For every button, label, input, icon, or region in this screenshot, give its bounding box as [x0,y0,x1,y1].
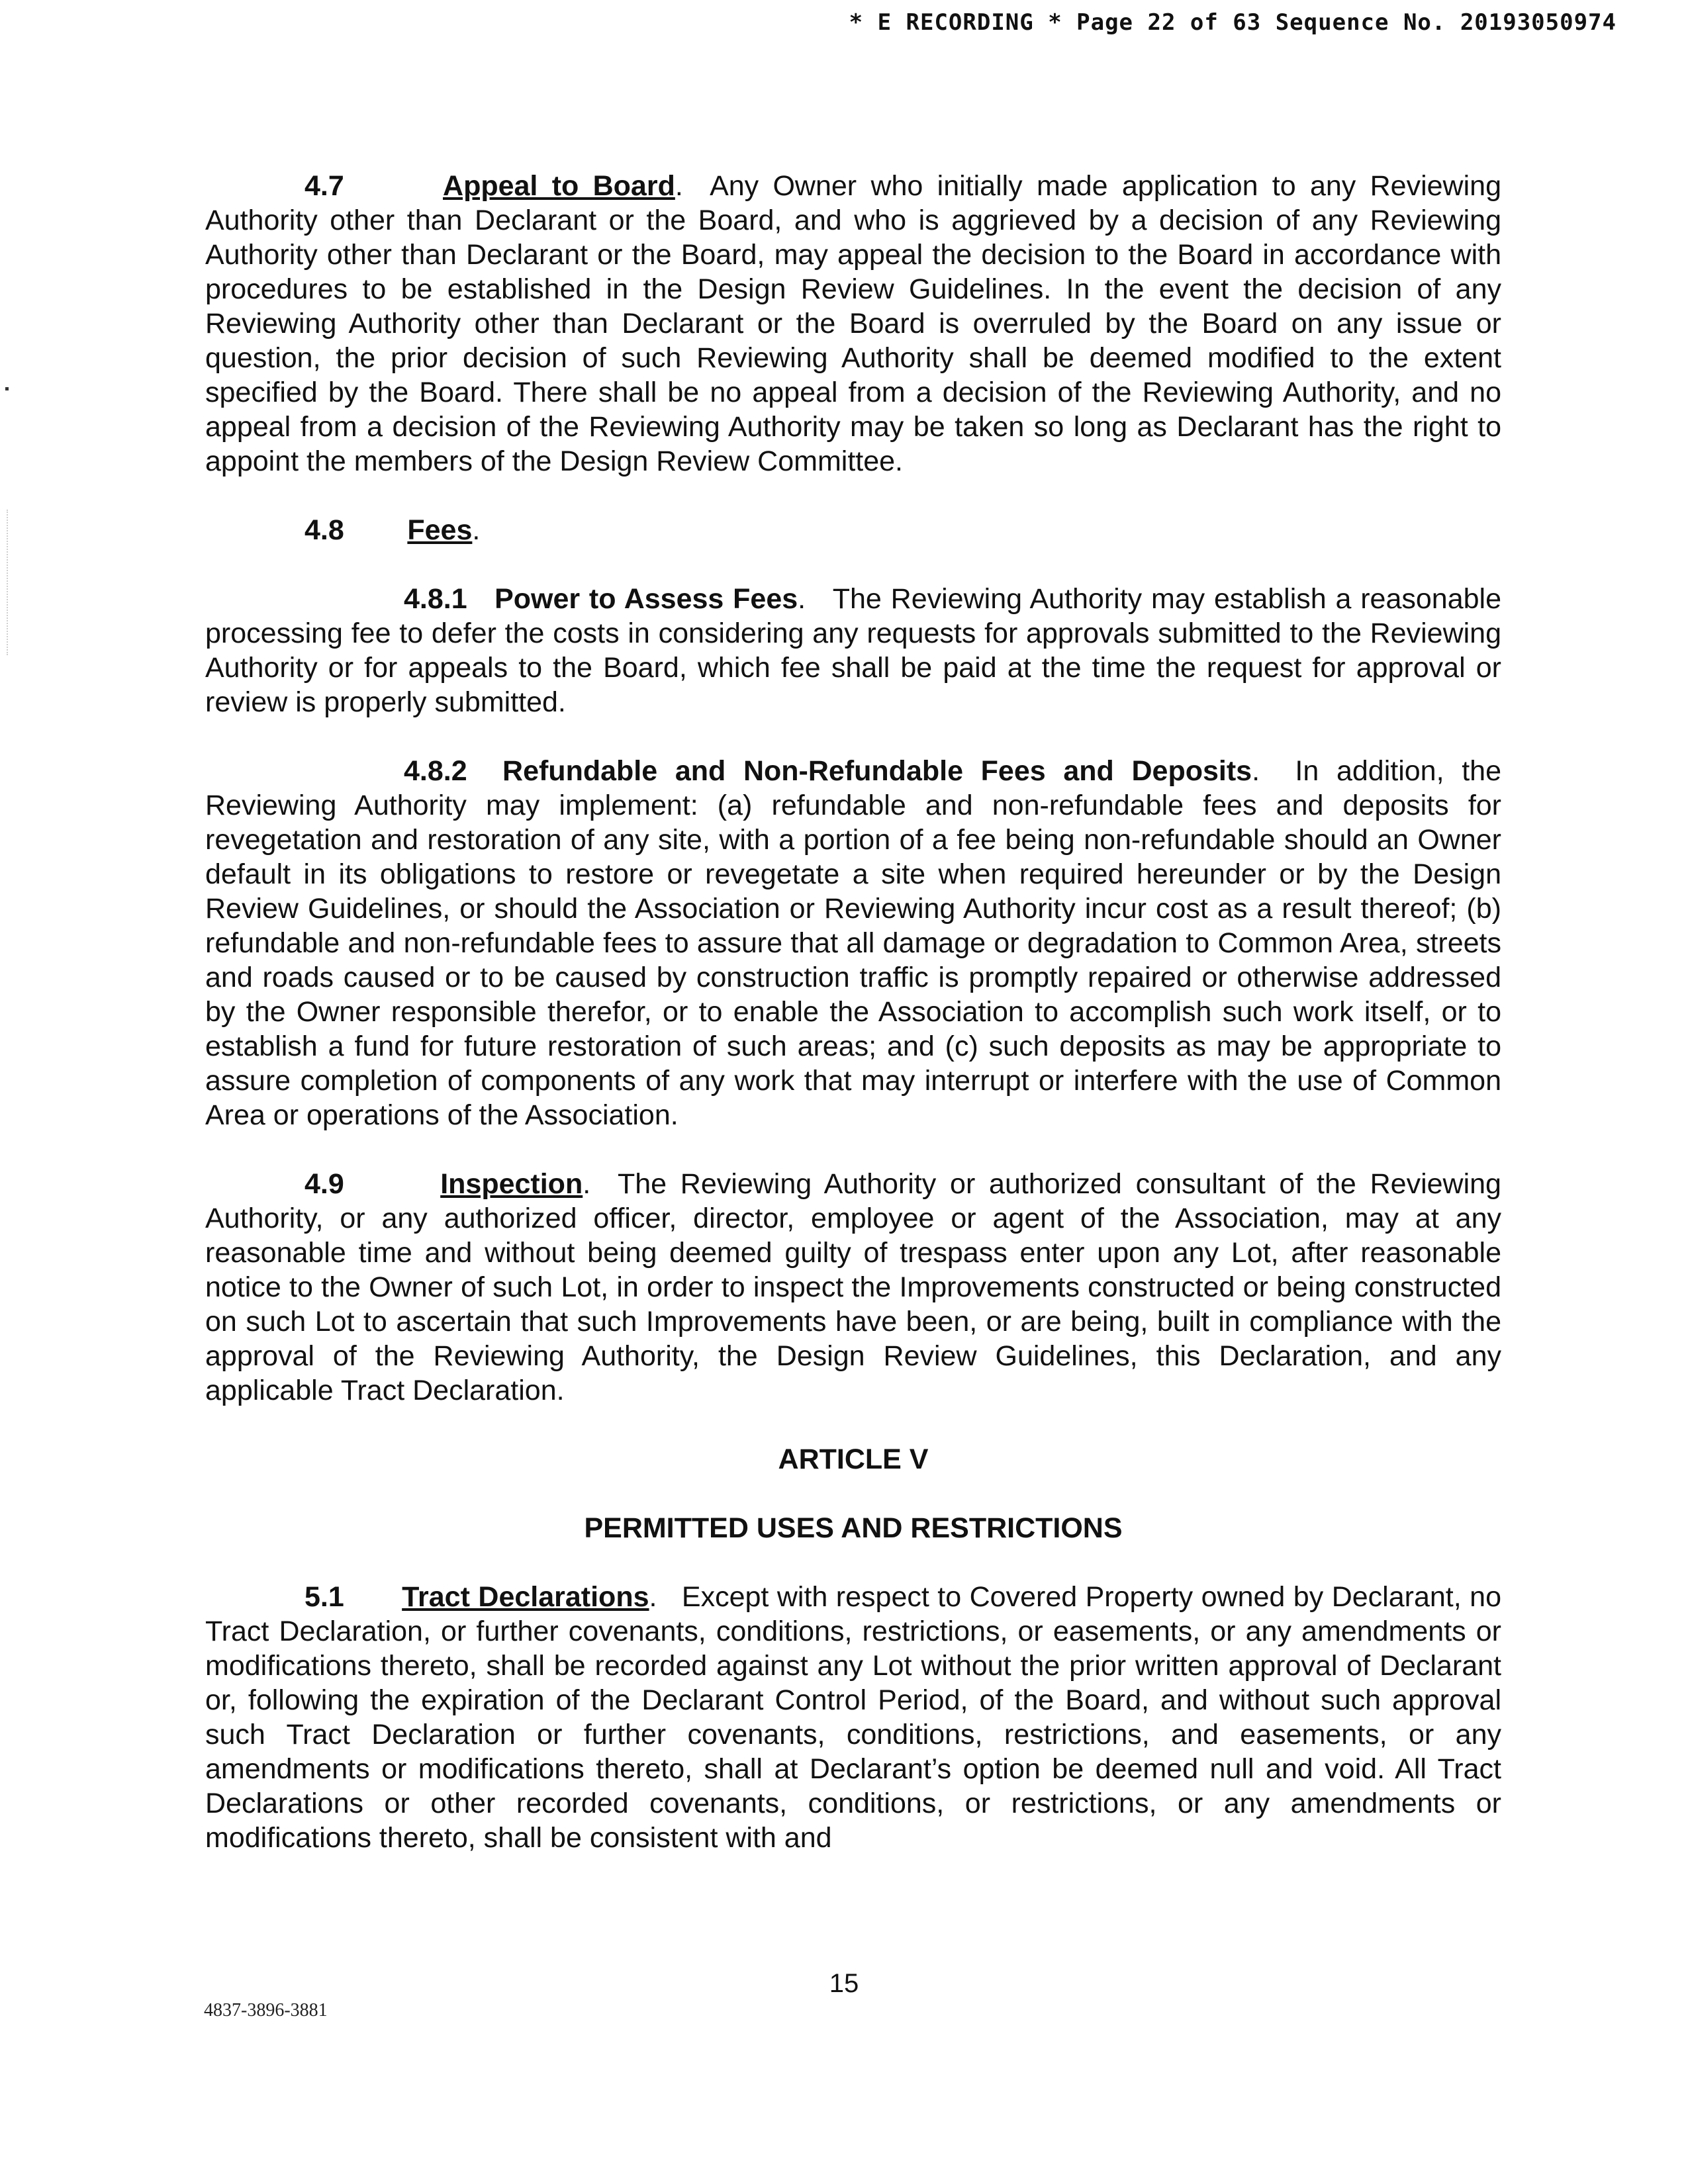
document-id: 4837-3896-3881 [204,2000,328,2021]
document-body [205,169,1501,1855]
scan-mark [5,387,9,390]
section-text: The Reviewing Authority may establish a reasonable processing fee to defer the costs in considering any requests for approvals submitted to the Reviewing Authority or for appeals to the Board, which fee shall be paid at the time the request for approval or review is properly submitted. [205,583,1501,718]
section-title: Fees [407,514,473,546]
section-5-1: 5.1 Tract Declarations. Except with respect to Covered Property owned by Declarant, no Tract Declaration, or further covenants, conditions, restrictions, or easements, or any amendments or modifications thereto, shall be recorded against any Lot without the prior written approval of Declarant or, following the expiration of the Declarant Control Period, of the Board, and without such approval such Tract Declaration or further covenants, conditions, restrictions, and easements, or any amendments or modifications thereto, shall at Declarant’s option be deemed null and void. All Tract Declarations or other recorded covenants, conditions, or restrictions, or any amendments or modifications thereto, shall be consistent with and [205,1581,1501,1854]
section-4-7: 4.7 Appeal to Board. Any Owner who initially made application to any Reviewing Authority other than Declarant or the Board, and who is aggrieved by a decision of any Reviewing Authority other than Declarant or the Board, may appeal the decision to the Board in accordance with procedures to be established in the Design Review Guidelines. In the event the decision of any Reviewing Authority other than Declarant or the Board is overruled by the Board on any issue or question, the prior decision of such Reviewing Authority shall be deemed modified to the extent specified by the Board. There shall be no appeal from a decision of the Reviewing Authority, and no appeal from a decision of the Reviewing Authority may be taken so long as Declarant has the right to appoint the members of the Design Review Committee. [205,170,1501,477]
section-4-8-2: 4.8.2 Refundable and Non-Refundable Fees and Deposits. In addition, the Reviewing Authority may implement: (a) refundable and non-refundable fees and deposits for revegetation and restoration of any site, with a portion of a fee being non-refundable should an Owner default in its obligations to restore or revegetate a site when required hereunder or by the Design Review Guidelines, or should the Association or Reviewing Authority incur cost as a result thereof; (b) refundable and non-refundable fees to assure that all damage or degradation to Common Area, streets and roads caused or to be caused by construction traffic is promptly repaired or otherwise addressed by the Owner responsible therefor, or to enable the Association to accomplish such work itself, or to establish a fund for future restoration of such areas; and (c) such deposits as may be appropriate to assure completion of components of any work that may interrupt or interfere with the use of Common Area or operations of the Association. [205,755,1501,1131]
article-label: ARTICLE V [778,1443,929,1475]
section-text: Any Owner who initially made application to any Reviewing Authority other than Declarant or the Board, and who is aggrieved by a decision of any Reviewing Authority other than Declarant or the Board, may appeal the decision to the Board in accordance with procedures to be established in the Design Review Guidelines. In the event the decision of any Reviewing Authority other than Declarant or the Board is overruled by the Board on any issue or question, the prior decision of such Reviewing Authority shall be deemed modified to the extent specified by the Board. There shall be no appeal from a decision of the Reviewing Authority, and no appeal from a decision of the Reviewing Authority may be taken so long as Declarant has the right to appoint the members of the Design Review Committee. [205,170,1501,477]
section-text: In addition, the Reviewing Authority may implement: (a) refundable and non-refundable fees and deposits for revegetation and restoration of any site, with a portion of a fee being non-refundable should an Owner default in its obligations to restore or revegetate a site when required hereunder or by the Design Review Guidelines, or should the Association or Reviewing Authority incur cost as a result thereof; (b) refundable and non-refundable fees to assure that all damage or degradation to Common Area, streets and roads caused or to be caused by construction traffic is promptly repaired or otherwise addressed by the Owner responsible therefor, or to enable the Association to accomplish such work itself, or to establish a fund for future restoration of such areas; and (c) such deposits as may be appropriate to assure completion of components of any work that may interrupt or interfere with the use of Common Area or operations of the Association. [205,755,1501,1131]
section-number: 5.1 [305,1581,344,1613]
section-number: 4.9 [305,1168,344,1200]
section-4-9: 4.9 Inspection. The Reviewing Authority or authorized consultant of the Reviewing Authority, or any authorized officer, director, employee or agent of the Association, may at any reasonable time and without being deemed guilty of trespass enter upon any Lot, after reasonable notice to the Owner of such Lot, in order to inspect the Improvements constructed or being constructed on such Lot to ascertain that such Improvements have been, or are being, built in compliance with the approval of the Reviewing Authority, the Design Review Guidelines, this Declaration, and any applicable Tract Declaration. [205,1168,1501,1406]
section-number: 4.8.2 [404,755,467,787]
article-title: PERMITTED USES AND RESTRICTIONS [584,1512,1123,1544]
section-number: 4.7 [305,170,344,202]
page-number: 15 [829,1969,859,1998]
recording-header: * E RECORDING * Page 22 of 63 Sequence No. 20193050974 [849,9,1617,36]
section-text: Except with respect to Covered Property owned by Declarant, no Tract Declaration, or further covenants, conditions, restrictions, or easements, or any amendments or modifications thereto, shall be recorded against any Lot without the prior written approval of Declarant or, following the expiration of the Declarant Control Period, of the Board, and without such approval such Tract Declaration or further covenants, conditions, restrictions, and easements, or any amendments or modifications thereto, shall at Declarant’s option be deemed null and void. All Tract Declarations or other recorded covenants, conditions, or restrictions, or any amendments or modifications thereto, shall be consistent with and [205,1581,1501,1854]
section-number: 4.8.1 [404,583,467,615]
section-title: Power to Assess Fees [494,583,798,615]
scan-artifact [7,510,9,655]
section-text: The Reviewing Authority or authorized consultant of the Reviewing Authority, or any authorized officer, director, employee or agent of the Association, may at any reasonable time and without being deemed guilty of trespass enter upon any Lot, after reasonable notice to the Owner of such Lot, in order to inspect the Improvements constructed or being constructed on such Lot to ascertain that such Improvements have been, or are being, built in compliance with the approval of the Reviewing Authority, the Design Review Guidelines, this Declaration, and any applicable Tract Declaration. [205,1168,1501,1406]
section-title: Appeal to Board [443,170,675,202]
section-title: Refundable and Non-Refundable Fees and Deposits [502,755,1252,787]
section-title: Inspection [440,1168,583,1200]
section-title: Tract Declarations [402,1581,649,1613]
section-4-8: 4.8 Fees. [305,514,481,546]
section-4-8-1: 4.8.1 Power to Assess Fees. The Reviewing Authority may establish a reasonable processing fee to defer the costs in considering any requests for approvals submitted to the Reviewing Authority or for appeals to the Board, which fee shall be paid at the time the request for approval or review is properly submitted. [205,583,1501,718]
section-number: 4.8 [305,514,344,546]
